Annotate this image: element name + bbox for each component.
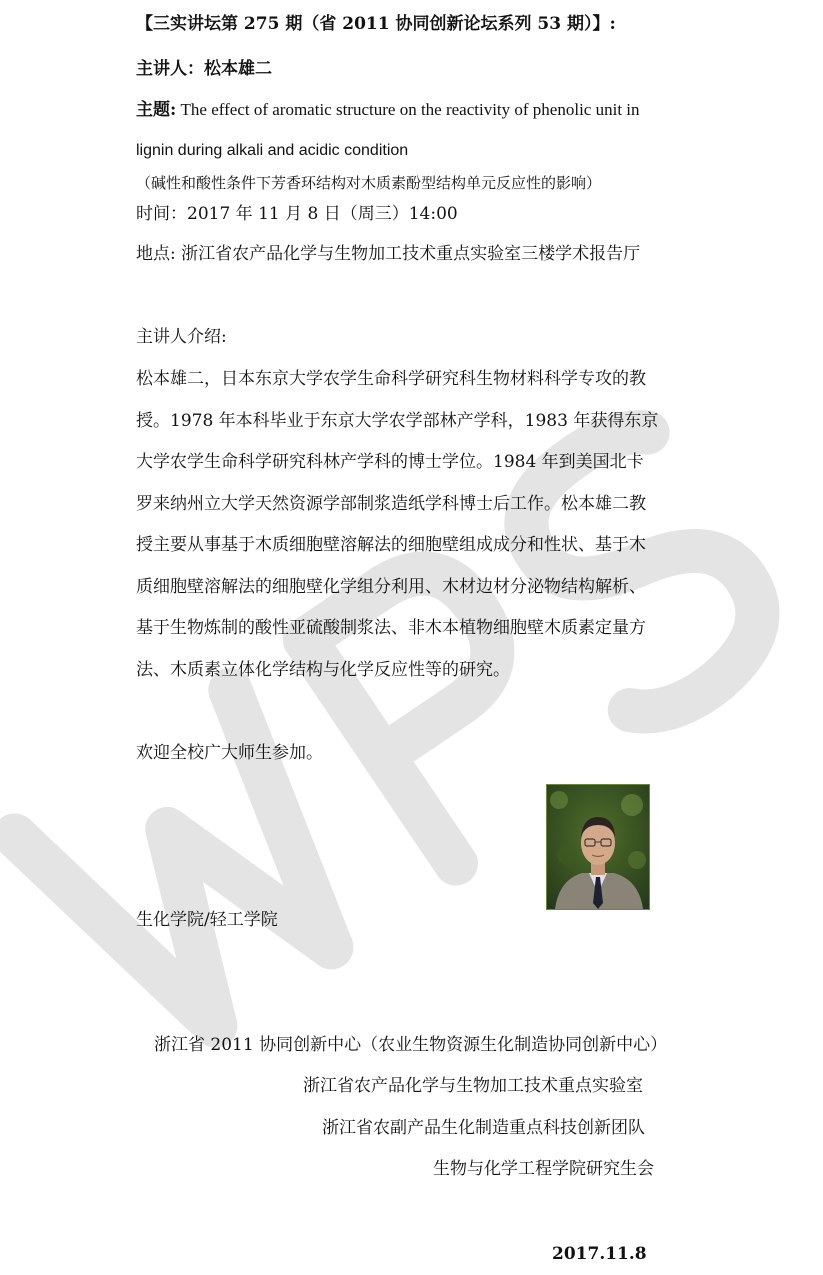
speaker-portrait-image	[547, 785, 649, 909]
bio-line: 大学农学生命科学研究科林产学科的博士学位。1984 年到美国北卡	[136, 452, 644, 472]
organizer-1: 浙江省 2011 协同创新中心（农业生物资源生化制造协同创新中心）	[154, 1035, 668, 1055]
place-line: 地点: 浙江省农产品化学与生物加工技术重点实验室三楼学术报告厅	[136, 244, 641, 264]
host-line: 生化学院/轻工学院	[136, 910, 278, 930]
document-date: 2017.11.8	[552, 1244, 647, 1264]
speaker-photo	[546, 784, 650, 910]
organizer-3: 浙江省农副产品生化制造重点科技创新团队	[322, 1118, 645, 1138]
topic-label: 主题:	[136, 100, 177, 120]
bio-line: 罗来纳州立大学天然资源学部制浆造纸学科博士后工作。松本雄二教	[136, 493, 646, 514]
bio-line: 授主要从事基于木质细胞壁溶解法的细胞壁组成成分和性状、基于木	[136, 535, 646, 555]
bio-line: 基于生物炼制的酸性亚硫酸制浆法、非木本植物细胞壁木质素定量方	[136, 618, 646, 638]
bio-line: 法、木质素立体化学结构与化学反应性等的研究。	[136, 659, 510, 680]
bio-line: 授。1978 年本科毕业于东京大学农学部林产学科，1983 年获得东京	[136, 410, 659, 431]
time-line: 时间：2017 年 11 月 8 日（周三）14:00	[136, 204, 458, 224]
topic-en-line-1: The effect of aromatic structure on the reactivity of phenolic unit in	[176, 100, 640, 119]
organizer-2: 浙江省农产品化学与生物加工技术重点实验室	[303, 1076, 643, 1096]
welcome-line: 欢迎全校广大师生参加。	[136, 743, 323, 763]
bio-line: 质细胞壁溶解法的细胞壁化学组分利用、木材边材分泌物结构解析、	[136, 576, 646, 597]
intro-label: 主讲人介绍:	[136, 327, 227, 347]
speaker-line: 主讲人：松本雄二	[136, 59, 272, 79]
speaker-bio	[136, 359, 696, 691]
topic-line-1	[136, 99, 640, 121]
organizer-4: 生物与化学工程学院研究生会	[433, 1159, 654, 1179]
bio-line: 松本雄二，日本东京大学农学生命科学研究科生物材料科学专攻的教	[136, 369, 646, 389]
topic-chinese: （碱性和酸性条件下芳香环结构对木质素酚型结构单元反应性的影响）	[136, 174, 602, 192]
lecture-heading: 【三实讲坛第 275 期（省 2011 协同创新论坛系列 53 期）】:	[136, 14, 616, 34]
topic-en-line-2: lignin during alkali and acidic condition	[136, 142, 409, 159]
